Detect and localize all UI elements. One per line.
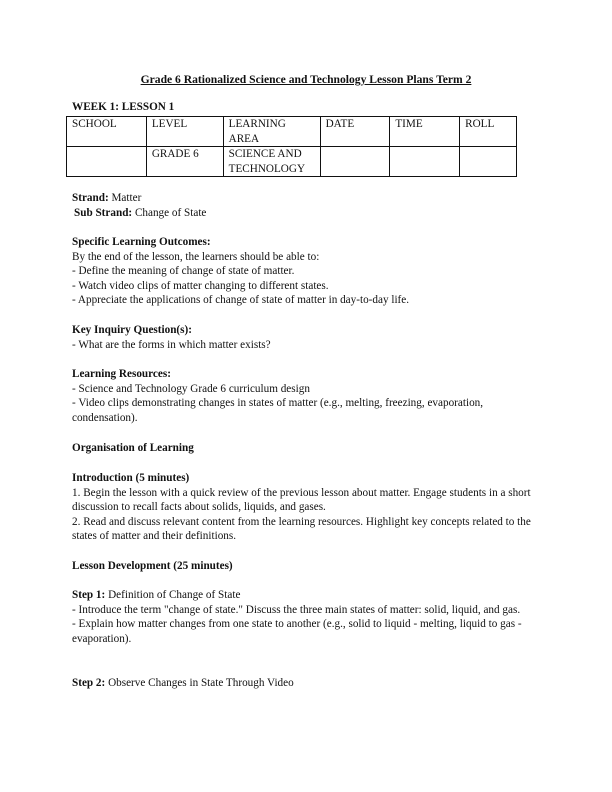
week-heading: WEEK 1: LESSON 1 <box>72 101 175 113</box>
step2-title: Observe Changes in State Through Video <box>105 677 294 689</box>
table-row <box>67 147 517 177</box>
list-item: - What are the forms in which matter exists? <box>72 338 271 351</box>
table-cell <box>67 147 147 177</box>
list-item: - Introduce the term "change of state." Discuss the three main states of matter: solid, liquid, and gas. <box>72 603 521 616</box>
introduction-heading: Introduction (5 minutes) <box>72 472 190 484</box>
table-cell <box>320 147 390 177</box>
table-cell <box>460 147 517 177</box>
outcomes-intro: By the end of the lesson, the learners should be able to: <box>72 250 320 263</box>
table-cell: GRADE 6 <box>146 147 223 177</box>
resources-section <box>72 367 548 425</box>
step1-section <box>72 588 548 646</box>
strand-value: Matter <box>108 192 142 204</box>
strand-label: Strand: <box>72 192 109 204</box>
header-cell: DATE <box>320 117 390 147</box>
header-cell: TIME <box>390 117 460 147</box>
list-item: - Appreciate the applications of change of state of matter in day-to-day life. <box>72 294 410 307</box>
header-cell: LEARNING AREA <box>223 117 320 147</box>
list-item: 2. Read and discuss relevant content from the learning resources. Highlight key concepts related to the states of matter and their definitions. <box>72 515 531 543</box>
step2-label: Step 2: <box>72 677 106 689</box>
sub-strand-label: Sub Strand: <box>74 207 133 219</box>
list-item: - Define the meaning of change of state of matter. <box>72 265 295 278</box>
header-cell: SCHOOL <box>67 117 147 147</box>
inquiry-section <box>72 323 548 352</box>
development-heading: Lesson Development (25 minutes) <box>72 560 233 572</box>
step1-title: Definition of Change of State <box>105 589 241 601</box>
organisation-heading: Organisation of Learning <box>72 442 194 454</box>
resources-heading: Learning Resources: <box>72 368 171 380</box>
header-cell: LEVEL <box>146 117 223 147</box>
list-item: - Science and Technology Grade 6 curriculum design <box>72 382 310 395</box>
table-header-row <box>67 117 517 147</box>
strand <box>72 191 548 206</box>
introduction-section <box>72 471 548 544</box>
table-cell: SCIENCE AND TECHNOLOGY <box>223 147 320 177</box>
inquiry-heading: Key Inquiry Question(s): <box>72 324 192 336</box>
outcomes-heading: Specific Learning Outcomes: <box>72 236 211 248</box>
sub-strand-value: Change of State <box>132 207 207 219</box>
step2-section <box>72 676 548 691</box>
header-cell: ROLL <box>460 117 517 147</box>
step1-label: Step 1: <box>72 589 106 601</box>
lesson-info-table <box>66 116 517 177</box>
outcomes-section <box>72 235 548 308</box>
sub-strand <box>74 206 550 221</box>
list-item: 1. Begin the lesson with a quick review of the previous lesson about matter. Engage students in a short discussion to recall facts about solids, liquids, and gases. <box>72 486 531 514</box>
list-item: - Watch video clips of matter changing to different states. <box>72 279 329 292</box>
document-title: Grade 6 Rationalized Science and Technology Lesson Plans Term 2 <box>140 73 472 86</box>
list-item: - Explain how matter changes from one state to another (e.g., solid to liquid - melting, liquid to gas - evaporation). <box>72 618 522 645</box>
table-cell <box>390 147 460 177</box>
list-item: - Video clips demonstrating changes in states of matter (e.g., melting, freezing, evaporation, condensation). <box>72 397 484 424</box>
